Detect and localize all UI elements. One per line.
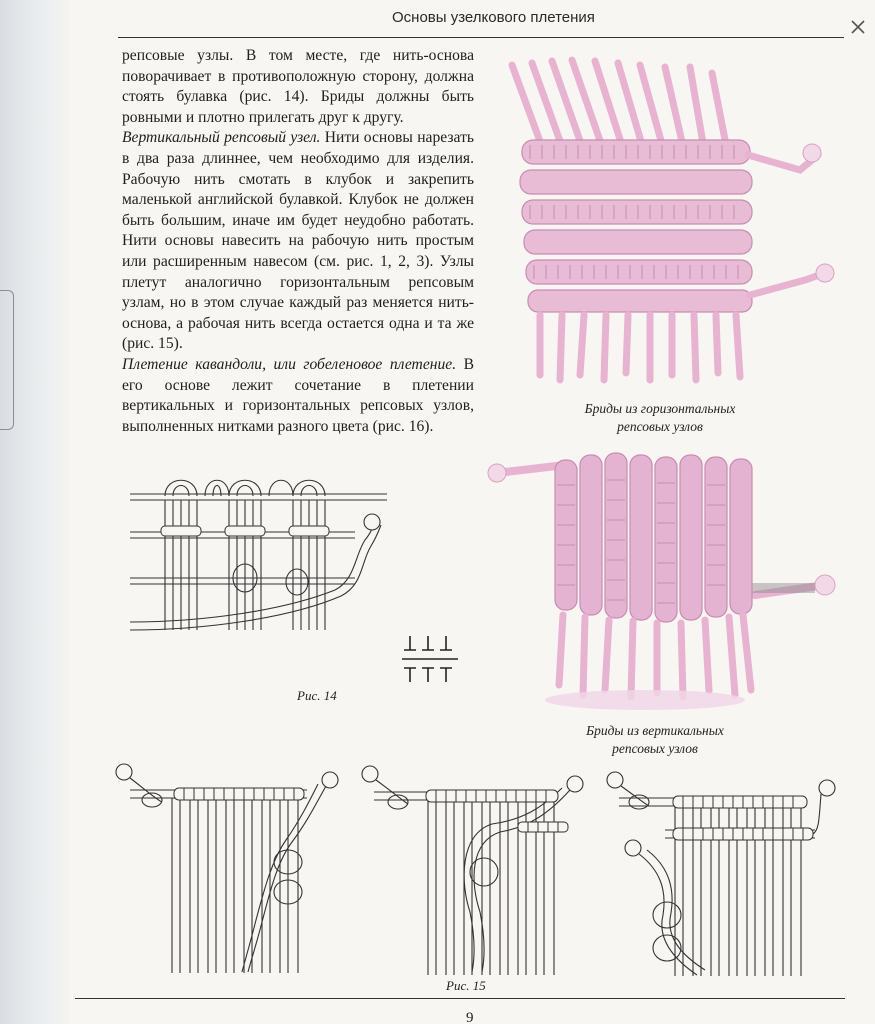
caption-photo-2-line-1: Бриды из вертикальных [586, 723, 724, 738]
paragraph-2 [122, 128, 474, 355]
caption-photo-1-line-2: репсовых узлов [617, 419, 703, 434]
corner-cross-icon [849, 18, 867, 36]
figure-15b-diagram [360, 762, 590, 977]
figure-15-label: Рис. 15 [446, 978, 486, 993]
figure-14-diagram [125, 470, 395, 640]
figure-15c-diagram [605, 770, 840, 985]
paragraph-1: репсовые узлы. В том месте, где нить-основа поворачивает в противоположную сторону, должна стоять булавка (рис. 14). Бриды должны быть ровными и плотно прилегать друг к другу. [122, 47, 474, 126]
caption-photo-1 [560, 400, 760, 436]
body-text [122, 46, 474, 437]
paragraph-3 [122, 355, 474, 437]
page-spine-shadow [0, 0, 70, 1024]
caption-photo-2-line-2: репсовых узлов [612, 741, 698, 756]
page-number: 9 [466, 1010, 474, 1024]
header-rule [118, 37, 844, 38]
paragraph-3-body: В его основе лежит сочетание в плетении вертикальных и горизонтальных репсовых узлов, выполненных нитками разного цвета (рис. 16). [122, 355, 474, 435]
heading-vertical-knot: Вертикальный репсовый узел. [122, 129, 321, 147]
paragraph-2-body: Нити основы нарезать в два раза длиннее, чем необходимо для изделия. Рабочую нить смотать в клубок и закрепить маленькой английской булавкой. Клубок не должен быть большим, иначе им будет неудобно работать. Нити основы навесить на рабочую нить простым или расширенным навесом (см. рис. 1, 2, 3). Узлы плетут аналогично горизонтальным репсовым узлам, но в этом случае каждый раз меняется нить-основа, а рабочая нить всегда остается одна и та же (рис. 15). [122, 129, 474, 353]
working-cord-shadow [745, 583, 815, 593]
heading-cavandoli: Плетение кавандоли, или гобеленовое плетение. [122, 355, 457, 373]
photo-horizontal-bars [500, 55, 840, 390]
figure-14-label: Рис. 14 [297, 688, 337, 703]
binding-mark [0, 290, 14, 430]
running-title: Основы узелкового плетения [392, 9, 595, 26]
caption-photo-1-line-1: Бриды из горизонтальных [584, 401, 736, 416]
photo-vertical-bars [485, 445, 840, 715]
figure-15a-diagram [112, 762, 342, 977]
knot-symbol-icon [400, 632, 460, 687]
caption-photo-2 [555, 722, 755, 758]
footer-rule [75, 998, 845, 999]
